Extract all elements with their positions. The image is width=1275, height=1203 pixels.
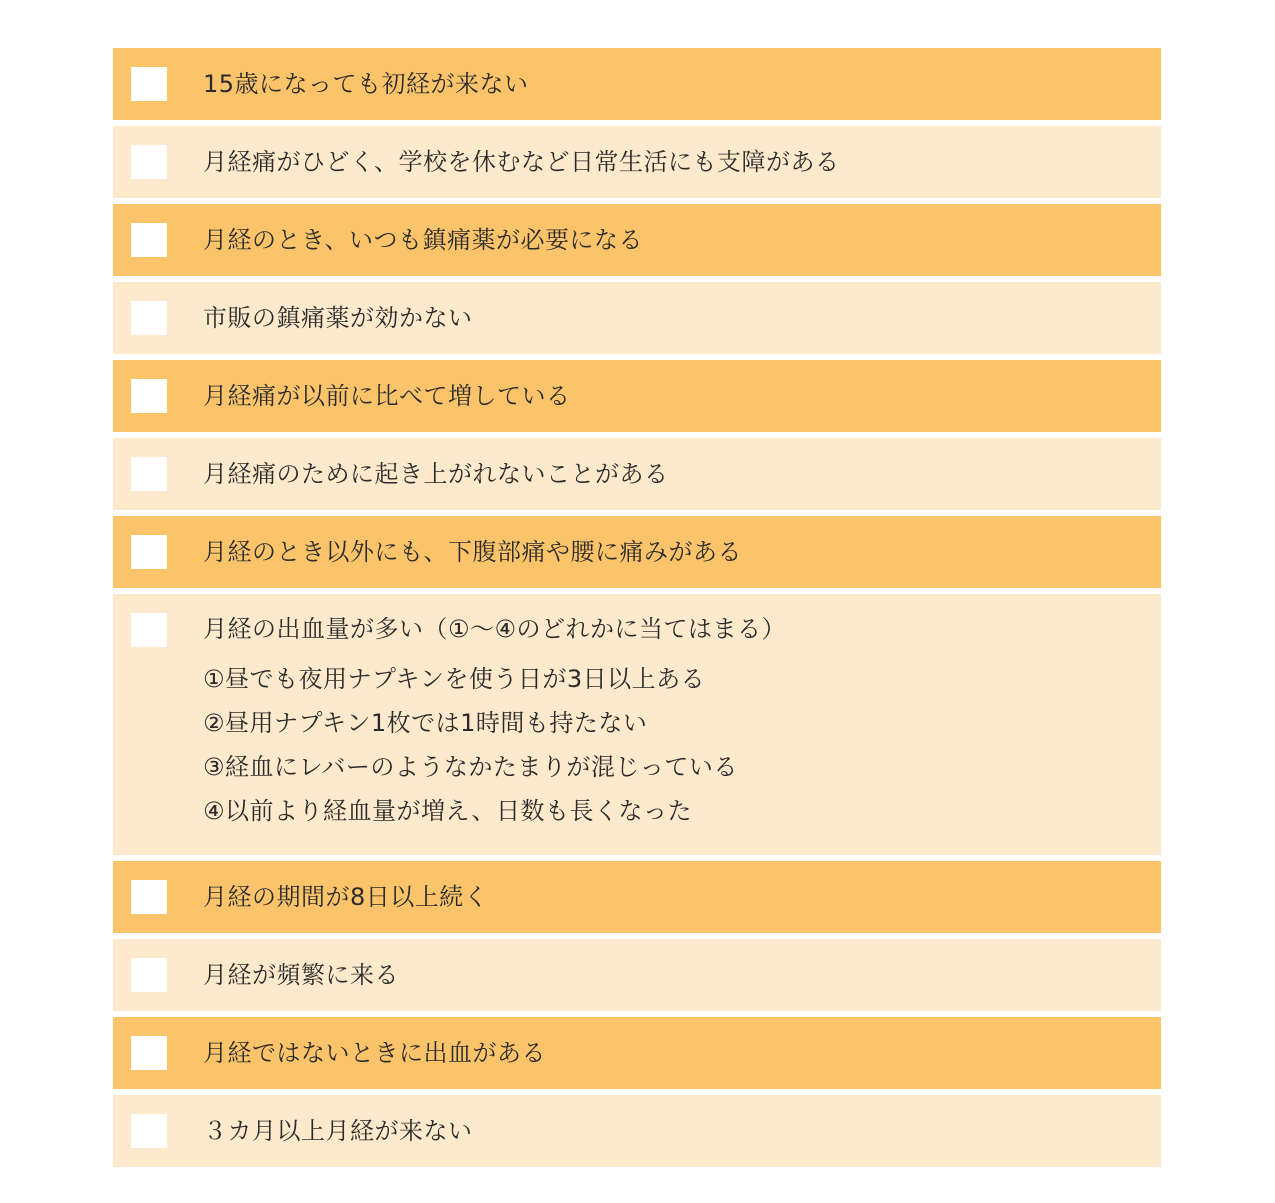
checklist-item[interactable] [113, 939, 1161, 1011]
checklist-item-label: 月経の出血量が多い（①〜④のどれかに当てはまる） [203, 615, 787, 643]
checklist-item-heavy-bleeding[interactable] [113, 594, 1161, 855]
checkbox[interactable] [131, 1036, 167, 1070]
checklist-item[interactable] [113, 861, 1161, 933]
criteria-item: ②昼用ナプキン1枚では1時間も持たない [203, 709, 648, 737]
checklist-item-label: 市販の鎮痛薬が効かない [203, 304, 473, 332]
criteria-item: ③経血にレバーのようなかたまりが混じっている [203, 753, 738, 781]
symptom-checklist [113, 48, 1161, 1167]
checkbox[interactable] [131, 958, 167, 992]
checklist-item-label: 月経痛がひどく、学校を休むなど日常生活にも支障がある [203, 148, 840, 176]
checklist-item-label: 月経の期間が8日以上続く [203, 883, 489, 911]
checkbox[interactable] [131, 613, 167, 647]
checkbox[interactable] [131, 880, 167, 914]
checkbox[interactable] [131, 145, 167, 179]
checklist-item[interactable] [113, 48, 1161, 120]
checkbox[interactable] [131, 223, 167, 257]
checklist-item-label: 15歳になっても初経が来ない [203, 70, 529, 98]
checkbox[interactable] [131, 301, 167, 335]
criteria-item: ④以前より経血量が増え、日数も長くなった [203, 797, 692, 825]
checklist-item[interactable] [113, 438, 1161, 510]
checklist-item-label: 月経痛が以前に比べて増している [203, 382, 571, 410]
checklist-item-label: ３カ月以上月経が来ない [203, 1117, 473, 1145]
checklist-item[interactable] [113, 516, 1161, 588]
checklist-item[interactable] [113, 204, 1161, 276]
checklist-item-label: 月経痛のために起き上がれないことがある [203, 460, 669, 488]
checkbox[interactable] [131, 67, 167, 101]
criteria-item: ①昼でも夜用ナプキンを使う日が3日以上ある [203, 665, 706, 693]
checkbox[interactable] [131, 379, 167, 413]
checklist-item[interactable] [113, 126, 1161, 198]
checklist-item[interactable] [113, 1095, 1161, 1167]
checkbox[interactable] [131, 457, 167, 491]
checkbox[interactable] [131, 535, 167, 569]
checklist-item[interactable] [113, 1017, 1161, 1089]
checklist-item[interactable] [113, 360, 1161, 432]
checkbox[interactable] [131, 1114, 167, 1148]
checklist-item-label: 月経ではないときに出血がある [203, 1039, 546, 1067]
checklist-item[interactable] [113, 282, 1161, 354]
criteria-list [203, 657, 786, 833]
checklist-item-label: 月経のとき、いつも鎮痛薬が必要になる [203, 226, 644, 254]
checklist-item-label: 月経のとき以外にも、下腹部痛や腰に痛みがある [203, 538, 742, 566]
checklist-item-label: 月経が頻繁に来る [203, 961, 399, 989]
